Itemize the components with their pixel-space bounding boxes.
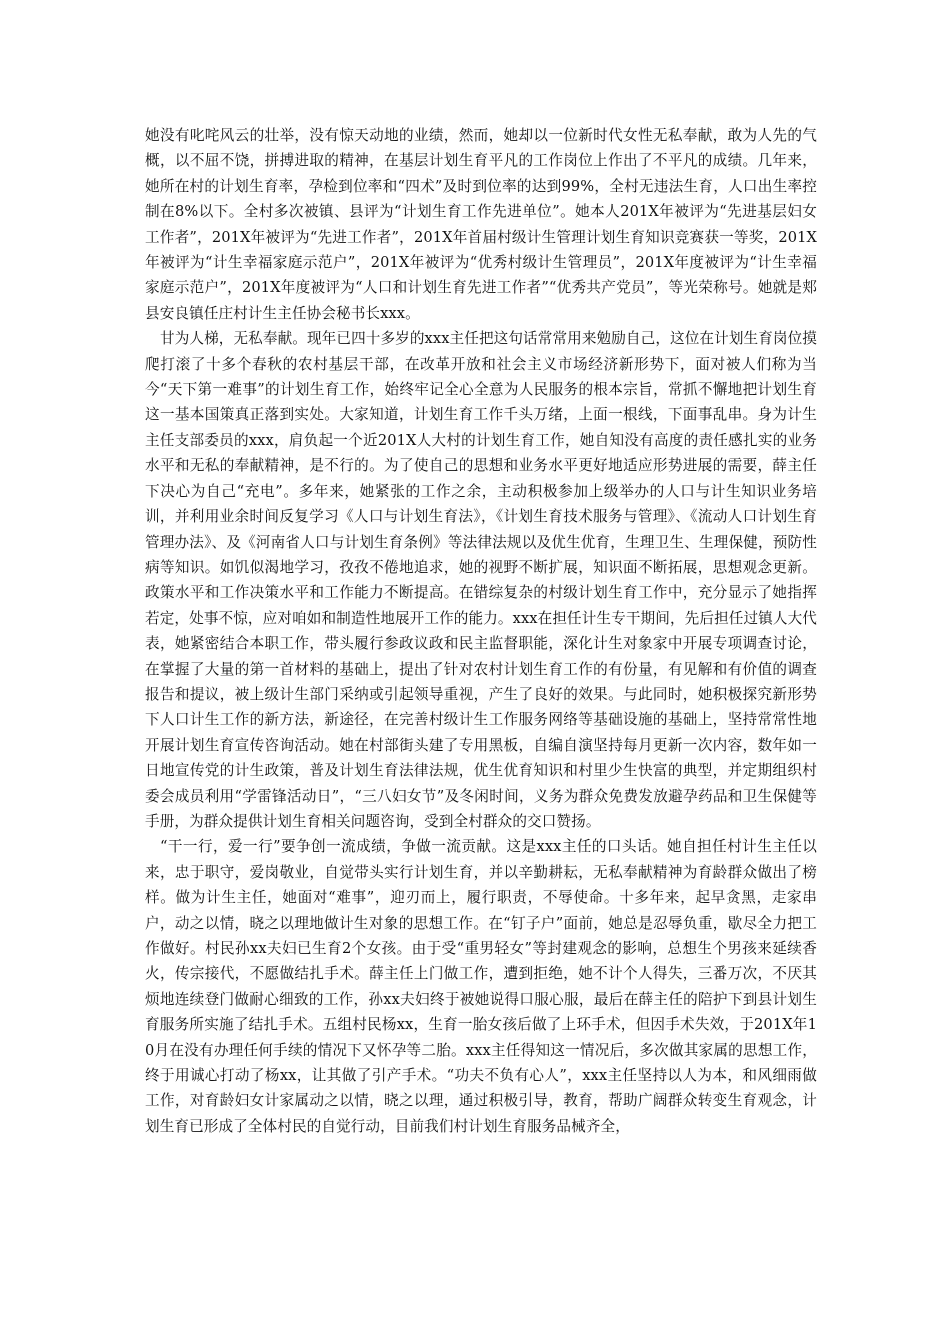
paragraph-dedication: 甘为人梯，无私奉献。现年已四十多岁的xxx主任把这句话常常用来勉励自己，这位在计划生育岗位摸爬打滚了十多个春秋的农村基层干部，在改革开放和社会主义市场经济新形势下，面对被人们称为当今“天下第一难事”的计划生育工作，始终牢记全心全意为人民服务的根本宗旨，常抓不懈地把计划生育这一基本国策真正落到实处。大家知道，计划生育工作千头万绪，上面一根线，下面事乱串。身为计生主任支部委员的xxx，肩负起一个近201X人大村的计划生育工作，她自知没有高度的责任感扎实的业务水平和无私的奉献精神，是不行的。为了使自己的思想和业务水平更好地适应形势进展的需要，薛主任下决心为自己“充电”。多年来，她紧张的工作之余，主动积极参加上级举办的人口与计生知识业务培训，并利用业余时间反复学习《人口与计划生育法》，《计划生育技术服务与管理》、《流动人口计划生育管理办法》、及《河南省人口与计划生育条例》等法律法规以及优生优育，生理卫生、生理保健，预防性病等知识。如饥似渴地学习，孜孜不倦地追求，她的视野不断扩展，知识面不断拓展，思想观念更新。政策水平和工作决策水平和工作能力不断提高。在错综复杂的村级计划生育工作中，充分显示了她指挥若定，处事不惊，应对咱如和制造性地展开工作的能力。xxx在担任计生专干期间，先后担任过镇人大代表，她紧密结合本职工作，带头履行参政议政和民主监督职能，深化计生对象家中开展专项调查讨论，在掌握了大量的第一首材料的基础上，提出了针对农村计划生育工作的有份量，有见解和有价值的调查报告和提议，被上级计生部门采纳或引起领导重视，产生了良好的效果。与此同时，她积极探究新形势下人口计生工作的新方法，新途径，在完善村级计生工作服务网络等基础设施的基础上，坚持常常性地开展计划生育宣传咨询活动。她在村部街头建了专用黑板，自编自演坚持每月更新一次内容，数年如一日地宣传党的计生政策，普及计划生育法律法规，优生优育知识和村里少生快富的典型，并定期组织村委会成员利用“学雷锋活动日”，“三八妇女节”及冬闲时间，义务为群众免费发放避孕药品和卫生保健等手册，为群众提供计划生育相关问题咨询，受到全村群众的交口赞扬。: [145, 330, 817, 830]
paragraph-intro: 她没有叱咤风云的壮举，没有惊天动地的业绩，然而，她却以一位新时代女性无私奉献，敢为人先的气概，以不屈不饶，拼搏进取的精神，在基层计划生育平凡的工作岗位上作出了不平凡的成绩。几年来，她所在村的计划生育率，孕检到位率和“四术”及时到位率的达到99%，全村无违法生育，人口出生率控制在8%以下。全村多次被镇、县评为“计划生育工作先进单位”。她本人201X年被评为“先进基层妇女工作者”，201X年被评为“先进工作者”，201X年首届村级计生管理计划生育知识竞赛获一等奖，201X年被评为“计生幸福家庭示范户”，201X年被评为“优秀村级计生管理员”，201X年度被评为“计生幸福家庭示范户”，201X年度被评为“人口和计划生育先进工作者”“优秀共产党员”，等光荣称号。她就是郏县安良镇任庄村计生主任协会秘书长xxx。: [145, 127, 817, 322]
paragraph-work-ethic: “干一行，爱一行”要争创一流成绩，争做一流贡献。这是xxx主任的口头话。她自担任村计生主任以来，忠于职守，爱岗敬业，自觉带头实行计划生育，并以辛勤耕耘，无私奉献精神为育龄群众做出了榜样。做为计生主任，她面对“难事”，迎刃而上，履行职责，不辱使命。十多年来，起早贪黑，走家串户，动之以情，晓之以理地做计生对象的思想工作。在“钉子户”面前，她总是忍辱负重，歇尽全力把工作做好。村民孙xx夫妇已生育2个女孩。由于受“重男轻女”等封建观念的影响，总想生个男孩来延续香火，传宗接代，不愿做结扎手术。薛主任上门做工作，遭到拒绝，她不计个人得失，三番万次，不厌其烦地连续登门做耐心细致的工作，孙xx夫妇终于被她说得口服心服，最后在薛主任的陪护下到县计划生育服务所实施了结扎手术。五组村民杨xx，生育一胎女孩后做了上环手术，但因手术失效，于201X年10月在没有办理任何手续的情况下又怀孕等二胎。xxx主任得知这一情况后，多次做其家属的思想工作，终于用诚心打动了杨xx，让其做了引产手术。“功夫不负有心人”，xxx主任坚持以人为本，和风细雨做工作，对育龄妇女计家属动之以情，晓之以理，通过积极引导，教育，帮助广阔群众转变生育观念，计划生育已形成了全体村民的自觉行动，目前我们村计划生育服务品械齐全，: [145, 838, 817, 1135]
document-page: [145, 123, 817, 1139]
